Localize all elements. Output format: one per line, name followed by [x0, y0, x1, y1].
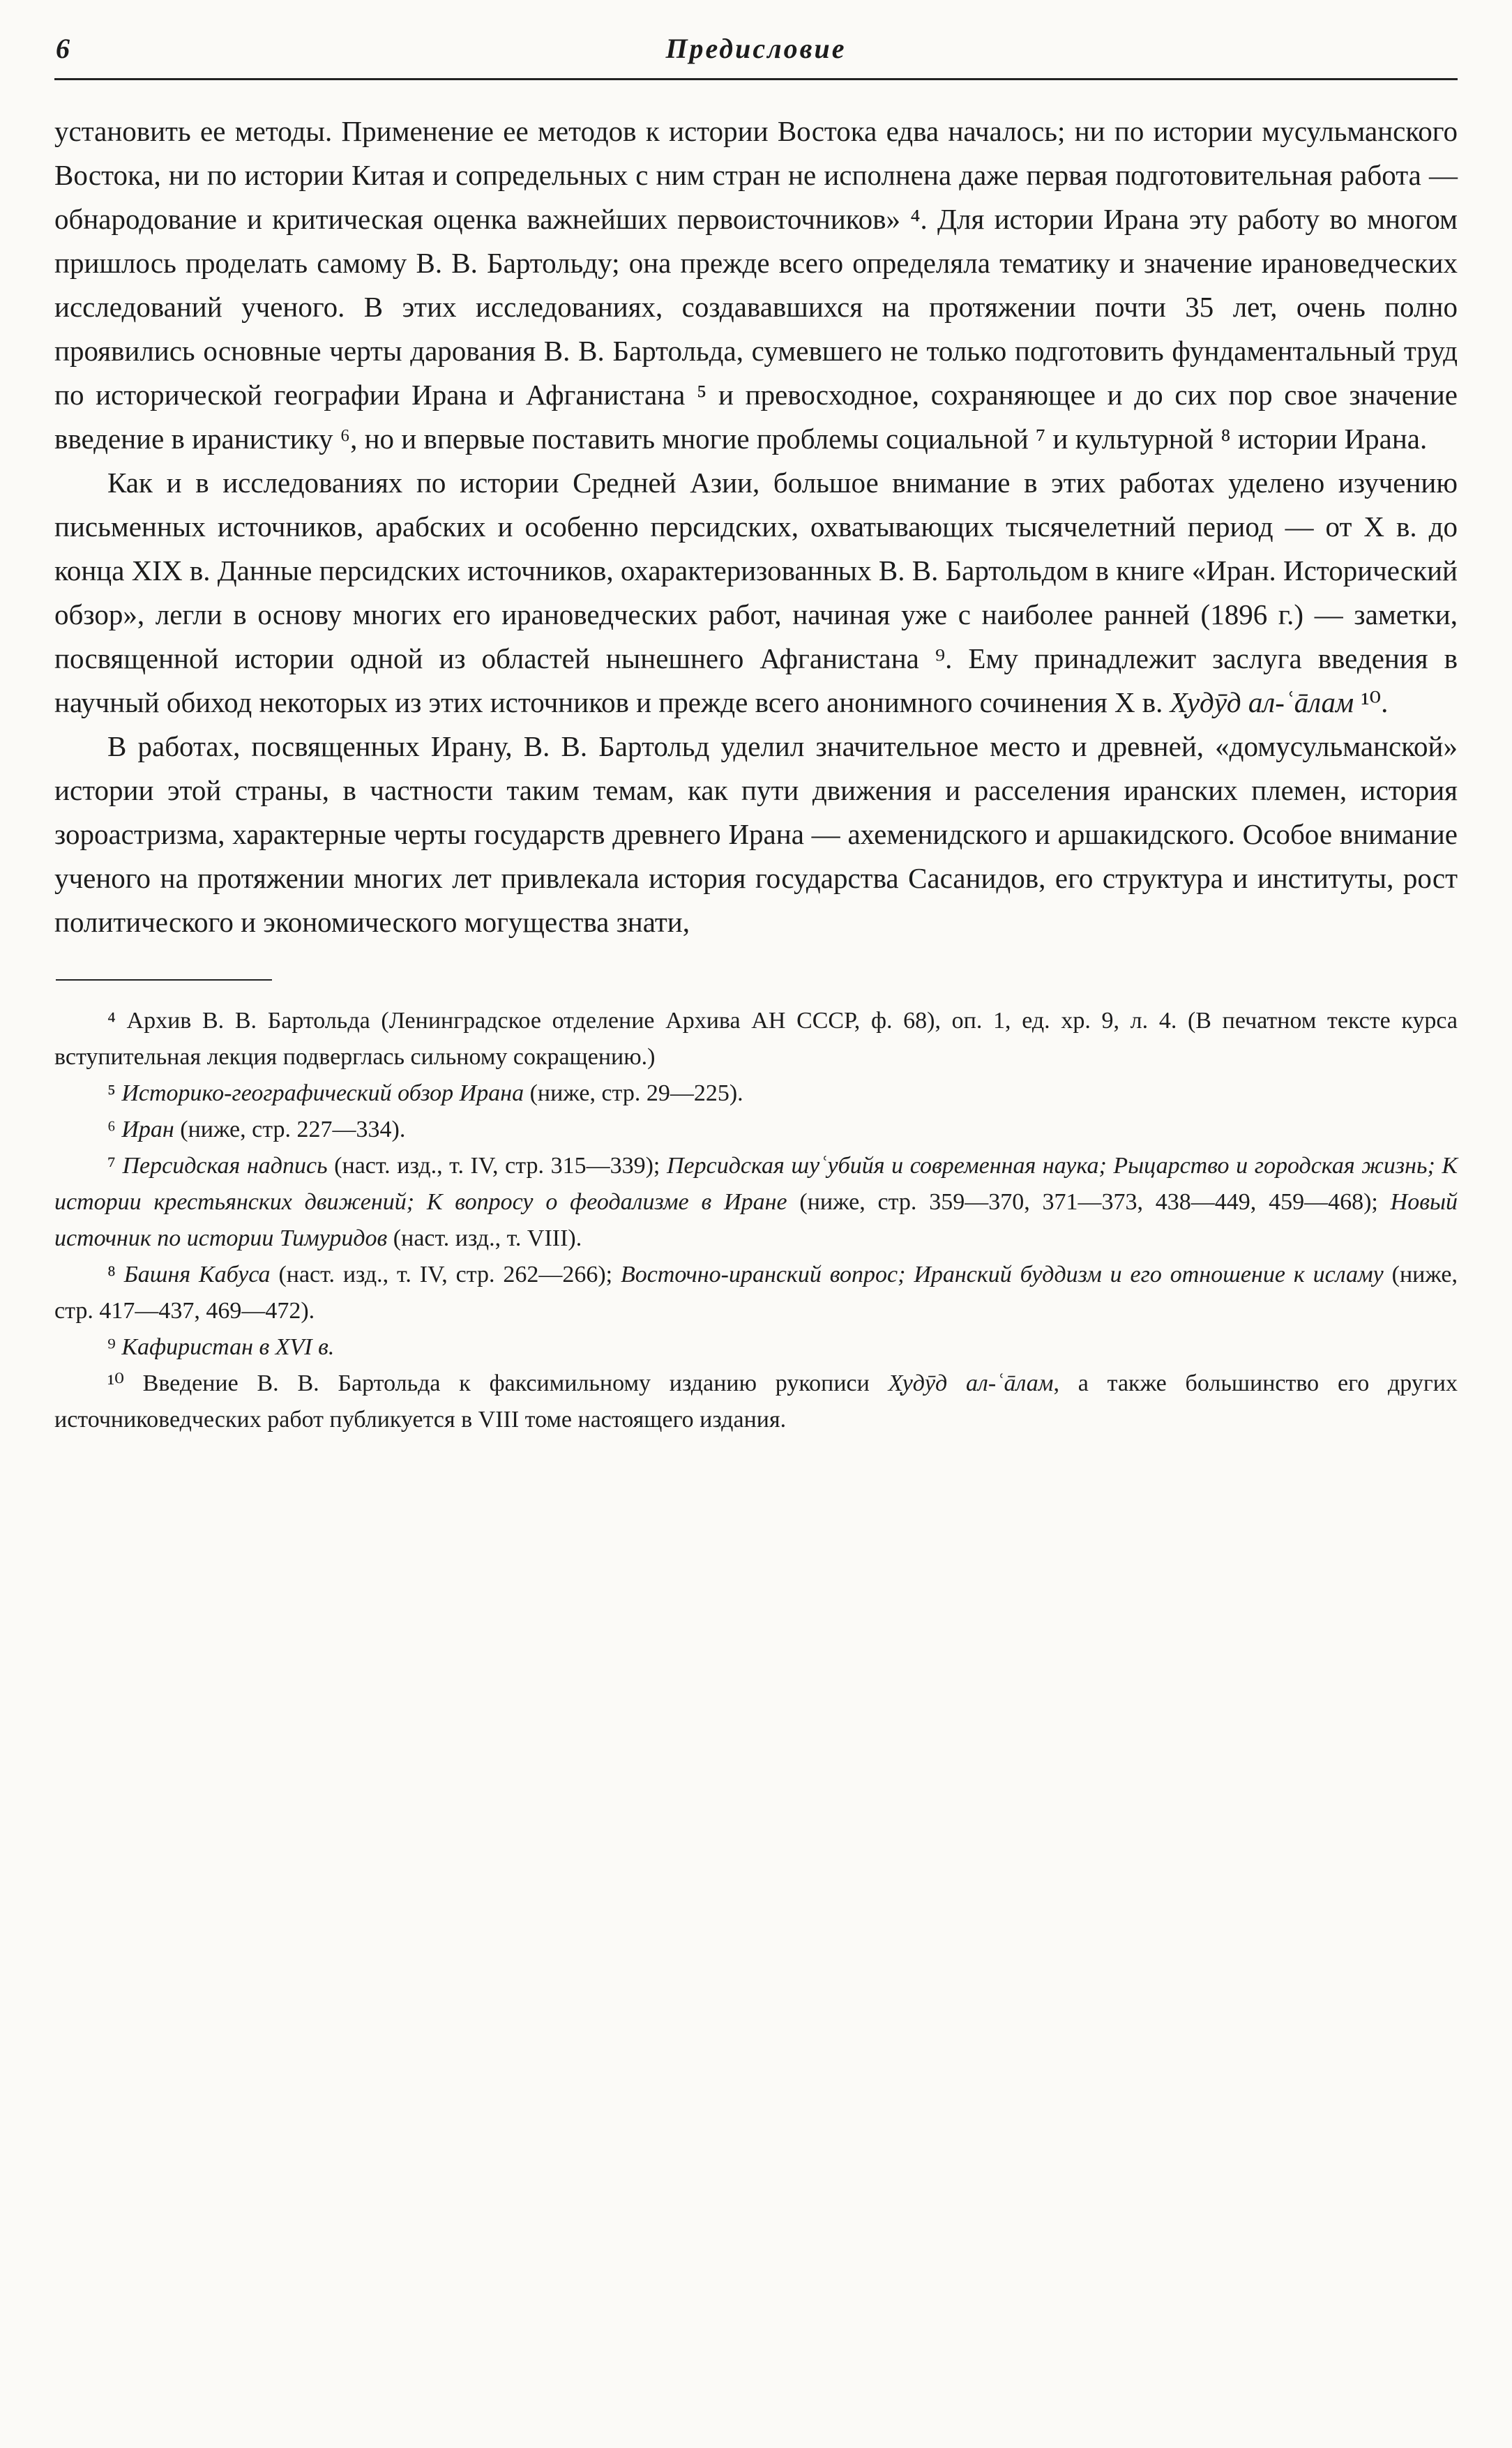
- paragraph-3-text: В работах, посвященных Ирану, В. В. Бартольд уделил значительное место и древней, «домусульманской» истории этой страны, в частности таким темам, как пути движения и расселения иранских племен, история зороастризма, характерные черты государств древнего Ирана — ахеменидского и аршакидского. Особое внимание ученого на протяжении многих лет привлекала история государства Сасанидов, его структура и институты, рост политического и экономического могущества знати,: [54, 730, 1458, 938]
- footnote-4-text: ⁴ Архив В. В. Бартольда (Ленинградское отделение Архива АН СССР, ф. 68), оп. 1, ед. хр. 9, л. 4. (В печатном тексте курса вступительная лекция подверглась сильному сокращению.): [54, 1008, 1458, 1070]
- paragraph-2-end: ¹⁰.: [1354, 686, 1389, 718]
- footnote-6-title: Иран: [121, 1117, 174, 1142]
- footnote-6: [54, 1112, 1458, 1148]
- footnote-7-marker: ⁷: [107, 1153, 123, 1179]
- footnote-10-title: Х̣удӯд ал-ʿāлам: [888, 1370, 1054, 1396]
- footnote-9-title: Кафиристан в XVI в.: [121, 1334, 335, 1360]
- footnote-10-text-1: ¹⁰ Введение В. В. Бартольда к факсимильному изданию рукописи: [107, 1370, 889, 1396]
- header-rule: [54, 78, 1458, 80]
- footnote-9-marker: ⁹: [107, 1334, 122, 1360]
- paragraph-2-text: Как и в исследованиях по истории Средней Азии, большое внимание в этих работах уделено изучению письменных источников, арабских и особенно персидских, охватывающих тысячелетний период — от X в. до конца XIX в. Данные персидских источников, охарактеризованных В. В. Бартольдом в книге «Иран. Исторический обзор», легли в основу многих его ирановедческих работ, начиная уже с наиболее ранней (1896 г.) — заметки, посвященной истории одной из областей нынешнего Афганистана ⁹. Ему принадлежит заслуга введения в научный обиход некоторых из этих источников и прежде всего анонимного сочинения X в.: [54, 467, 1458, 718]
- footnote-5-marker: ⁵: [107, 1080, 122, 1106]
- paragraph-1: [54, 109, 1458, 461]
- footnote-separator-rule: [56, 979, 272, 981]
- footnote-8-title-1: Башня Кабуса: [123, 1262, 271, 1287]
- footnote-8-marker: ⁸: [107, 1262, 124, 1287]
- book-title-hudud-al-alam: Х̣удӯд ал-ʿāлам: [1170, 686, 1354, 718]
- page-header: [54, 0, 1458, 70]
- page-number: 6: [56, 33, 70, 64]
- running-title: Предисловие: [665, 33, 847, 64]
- footnote-5: [54, 1075, 1458, 1112]
- footnotes-block: [54, 1003, 1458, 1438]
- footnote-7-title-2: Персидская шуʿубийя и современная наука; Рыцарство и городская жизнь; К истории крестьянских движений; К вопросу о феодализме в Иране: [54, 1153, 1458, 1215]
- footnote-7-ref-1: (наст. изд., т. IV, стр. 315—339);: [327, 1153, 667, 1179]
- footnote-7-title-3: Новый источник по истории Тимуридов: [54, 1189, 1458, 1251]
- paragraph-3: [54, 725, 1458, 944]
- footnote-5-title: Историко-географический обзор Ирана: [121, 1080, 524, 1106]
- footnote-8-ref-1: (наст. изд., т. IV, стр. 262—266);: [270, 1262, 621, 1287]
- footnote-8-title-2: Восточно-иранский вопрос; Иранский буддизм и его отношение к исламу: [621, 1262, 1384, 1287]
- footnote-9: [54, 1329, 1458, 1366]
- footnote-7: [54, 1148, 1458, 1257]
- footnote-10: [54, 1366, 1458, 1438]
- footnote-10-text-2: , а также большинство его других источниковедческих работ публикуется в VIII томе настоящего издания.: [54, 1370, 1458, 1433]
- footnote-7-ref-3: (наст. изд., т. VIII).: [387, 1225, 582, 1251]
- footnote-8-ref-2: (ниже, стр. 417—437, 469—472).: [54, 1262, 1458, 1324]
- footnote-7-ref-2: (ниже, стр. 359—370, 371—373, 438—449, 459—468);: [787, 1189, 1391, 1215]
- main-text: [54, 109, 1458, 944]
- footnote-6-ref: (ниже, стр. 227—334).: [174, 1117, 406, 1142]
- footnote-6-marker: ⁶: [107, 1117, 122, 1142]
- paragraph-2: [54, 461, 1458, 725]
- footnote-4: [54, 1003, 1458, 1075]
- footnote-5-ref: (ниже, стр. 29—225).: [524, 1080, 743, 1106]
- paragraph-1-text: установить ее методы. Применение ее методов к истории Востока едва началось; ни по истории мусульманского Востока, ни по истории Китая и сопредельных с ним стран не исполнена даже первая подготовительная работа — обнародование и критическая оценка важнейших первоисточников» ⁴. Для истории Ирана эту работу во многом пришлось проделать самому В. В. Бартольду; она прежде всего определяла тематику и значение ирановедческих исследований ученого. В этих исследованиях, создававшихся на протяжении почти 35 лет, очень полно проявились основные черты дарования В. В. Бартольда, сумевшего не только подготовить фундаментальный труд по исторической географии Ирана и Афганистана ⁵ и превосходное, сохраняющее и до сих пор свое значение введение в иранистику ⁶, но и впервые поставить многие проблемы социальной ⁷ и культурной ⁸ истории Ирана.: [54, 115, 1458, 455]
- footnote-8: [54, 1257, 1458, 1329]
- footnote-7-title-1: Персидская надпись: [122, 1153, 328, 1179]
